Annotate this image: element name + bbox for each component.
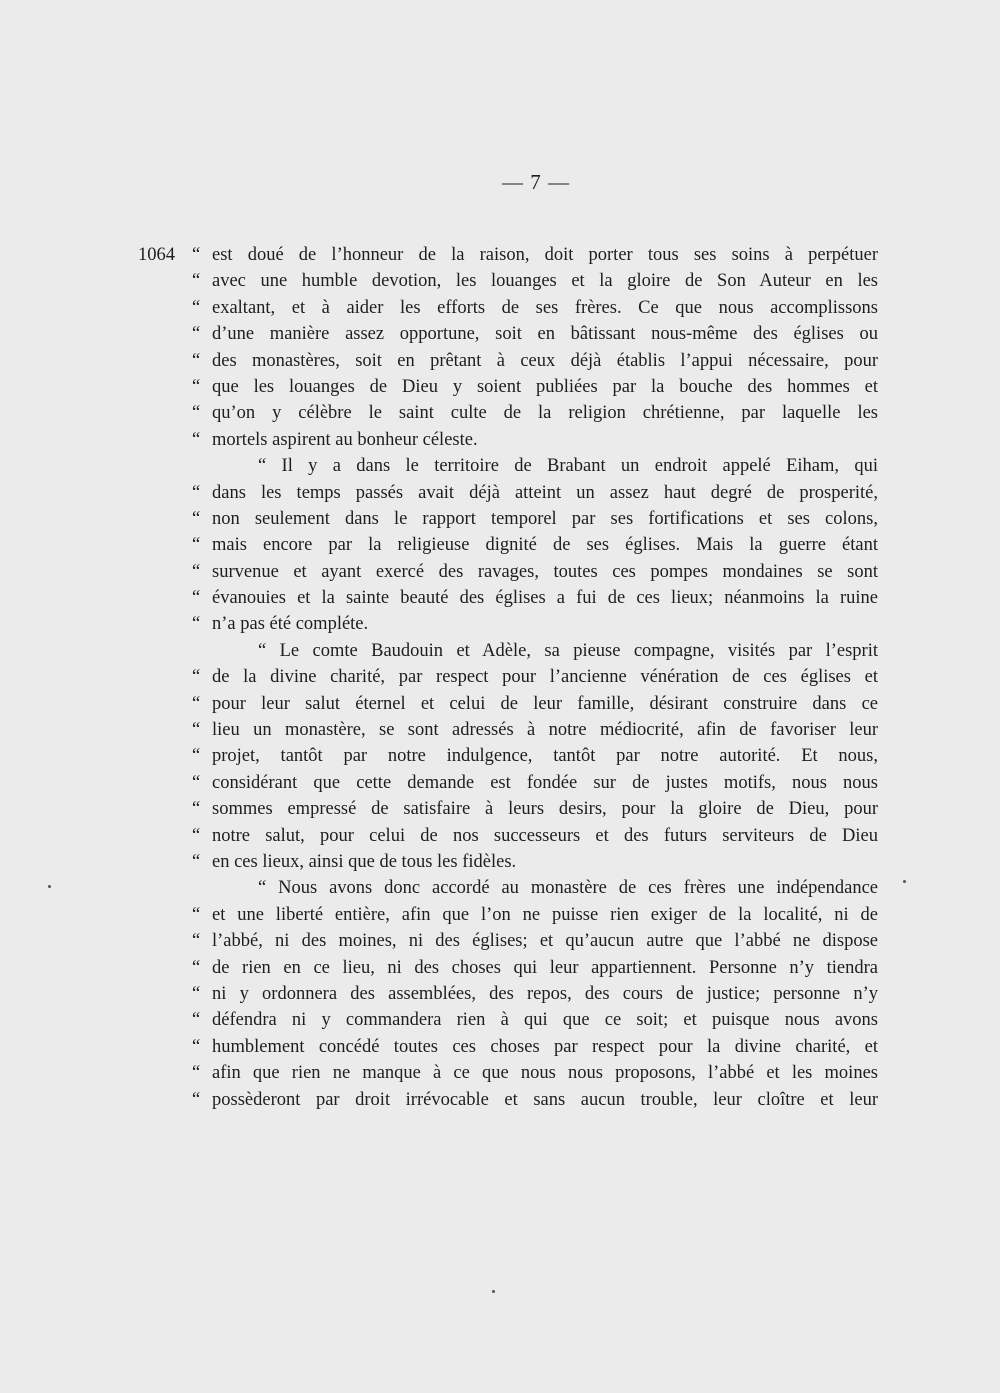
quote-mark: “ xyxy=(192,376,201,397)
quote-mark: “ xyxy=(192,983,201,1004)
quote-mark: “ xyxy=(192,508,201,529)
text-line xyxy=(192,295,878,321)
line-text: “ Le comte Baudouin et Adèle, sa pieuse compagne, visités par l’esprit xyxy=(258,640,878,661)
text-line xyxy=(192,374,878,400)
line-text: mortels aspirent au bonheur céleste. xyxy=(212,429,478,450)
line-text: avec une humble devotion, les louanges et la gloire de Son Auteur en les xyxy=(212,271,878,292)
text-line xyxy=(192,770,878,796)
quote-mark: “ xyxy=(192,693,201,714)
quote-mark: “ xyxy=(192,535,201,556)
line-text: mais encore par la religieuse dignité de ses églises. Mais la guerre étant xyxy=(212,535,878,556)
text-line xyxy=(192,532,878,558)
text-line xyxy=(192,823,878,849)
line-text: l’abbé, ni des moines, ni des églises; et qu’aucun autre que l’abbé ne dispose xyxy=(212,931,878,952)
text-line xyxy=(192,427,878,453)
quote-mark: “ xyxy=(192,1036,201,1057)
quote-mark: “ xyxy=(192,1063,201,1084)
quote-mark: “ xyxy=(192,746,201,767)
line-text: ni y ordonnera des assemblées, des repos, des cours de justice; personne n’y xyxy=(212,983,878,1004)
page-number: — 7 — xyxy=(502,170,570,194)
quote-mark: “ xyxy=(192,825,201,846)
line-text: de rien en ce lieu, ni des choses qui leur appartiennent. Personne n’y tiendra xyxy=(212,957,878,978)
line-text: non seulement dans le rapport temporel par ses fortifications et ses colons, xyxy=(212,508,878,529)
paper-speck xyxy=(903,880,906,883)
quote-mark: “ xyxy=(192,667,201,688)
line-text: dans les temps passés avait déjà atteint un assez haut degré de prosperité, xyxy=(212,482,878,503)
line-text: en ces lieux, ainsi que de tous les fidèles. xyxy=(212,851,517,872)
line-text: afin que rien ne manque à ce que nous nous proposons, l’abbé et les moines xyxy=(212,1063,878,1084)
text-line xyxy=(192,268,878,294)
quote-mark: “ xyxy=(192,324,201,345)
quote-mark: “ xyxy=(192,429,201,450)
text-line xyxy=(192,1087,878,1113)
quote-mark: “ xyxy=(192,772,201,793)
line-text: évanouies et la sainte beauté des églises a fui de ces lieux; néanmoins la ruine xyxy=(212,588,878,609)
quote-mark: “ xyxy=(192,561,201,582)
line-text: lieu un monastère, se sont adressés à notre médiocrité, afin de favoriser leur xyxy=(212,720,878,741)
quote-mark: “ xyxy=(192,350,201,371)
text-line xyxy=(192,796,878,822)
text-line xyxy=(192,743,878,769)
text-line xyxy=(192,902,878,928)
quote-mark: “ xyxy=(192,931,201,952)
text-line xyxy=(192,348,878,374)
line-text: des monastères, soit en prêtant à ceux déjà établis l’appui nécessaire, pour xyxy=(212,350,878,371)
quote-mark: “ xyxy=(192,720,201,741)
paper-speck xyxy=(492,1290,495,1293)
line-text: n’a pas été compléte. xyxy=(212,614,369,635)
line-text: “ Nous avons donc accordé au monastère de ces frères une indépendance xyxy=(258,878,878,899)
line-text: considérant que cette demande est fondée sur de justes motifs, nous nous xyxy=(212,772,878,793)
line-text: que les louanges de Dieu y soient publiées par la bouche des hommes et xyxy=(212,376,878,397)
line-text: humblement concédé toutes ces choses par respect pour la divine charité, et xyxy=(212,1036,878,1057)
line-text: notre salut, pour celui de nos successeurs et des futurs serviteurs de Dieu xyxy=(212,825,878,846)
line-text: est doué de l’honneur de la raison, doit porter tous ses soins à perpétuer xyxy=(212,245,878,265)
quote-mark: “ xyxy=(192,851,201,872)
line-text: survenue et ayant exercé des ravages, toutes ces pompes mondaines se sont xyxy=(212,561,878,582)
text-line xyxy=(192,559,878,585)
text-line xyxy=(192,585,878,611)
text-line xyxy=(192,480,878,506)
text-line xyxy=(192,955,878,981)
body-text xyxy=(192,242,878,1113)
line-text: pour leur salut éternel et celui de leur famille, désirant construire dans ce xyxy=(212,693,878,714)
line-text: “ Il y a dans le territoire de Brabant un endroit appelé Eiham, qui xyxy=(258,456,878,477)
text-line xyxy=(192,1034,878,1060)
line-text: possèderont par droit irrévocable et sans aucun trouble, leur cloître et leur xyxy=(212,1089,878,1110)
line-text: défendra ni y commandera rien à qui que ce soit; et puisque nous avons xyxy=(212,1010,878,1031)
quote-mark: “ xyxy=(192,904,201,925)
quote-mark: “ xyxy=(192,245,201,265)
line-text: projet, tantôt par notre indulgence, tantôt par notre autorité. Et nous, xyxy=(212,746,878,767)
text-line xyxy=(192,928,878,954)
quote-mark: “ xyxy=(192,403,201,424)
text-line xyxy=(192,506,878,532)
text-line xyxy=(192,849,878,875)
quote-mark: “ xyxy=(192,957,201,978)
quote-mark: “ xyxy=(192,1089,201,1110)
text-line xyxy=(192,321,878,347)
text-line xyxy=(192,664,878,690)
text-line xyxy=(192,1060,878,1086)
text-line xyxy=(192,1007,878,1033)
text-line xyxy=(192,875,878,901)
text-line xyxy=(192,242,878,268)
line-text: de la divine charité, par respect pour l’ancienne vénération de ces églises et xyxy=(212,667,878,688)
paper-speck xyxy=(48,885,51,888)
quote-mark: “ xyxy=(192,482,201,503)
line-text: d’une manière assez opportune, soit en bâtissant nous-même des églises ou xyxy=(212,324,878,345)
text-line xyxy=(192,691,878,717)
text-line xyxy=(192,400,878,426)
margin-year: 1064 xyxy=(138,245,175,265)
text-line xyxy=(192,981,878,1007)
quote-mark: “ xyxy=(192,297,201,318)
quote-mark: “ xyxy=(192,614,201,635)
line-text: et une liberté entière, afin que l’on ne puisse rien exiger de la localité, ni de xyxy=(212,904,878,925)
text-line xyxy=(192,638,878,664)
text-line xyxy=(192,611,878,637)
line-text: qu’on y célèbre le saint culte de la religion chrétienne, par laquelle les xyxy=(212,403,878,424)
quote-mark: “ xyxy=(192,1010,201,1031)
quote-mark: “ xyxy=(192,271,201,292)
line-text: exaltant, et à aider les efforts de ses frères. Ce que nous accomplissons xyxy=(212,297,878,318)
text-line xyxy=(192,717,878,743)
line-text: sommes empressé de satisfaire à leurs desirs, pour la gloire de Dieu, pour xyxy=(212,799,878,820)
text-line xyxy=(192,453,878,479)
quote-mark: “ xyxy=(192,799,201,820)
quote-mark: “ xyxy=(192,588,201,609)
